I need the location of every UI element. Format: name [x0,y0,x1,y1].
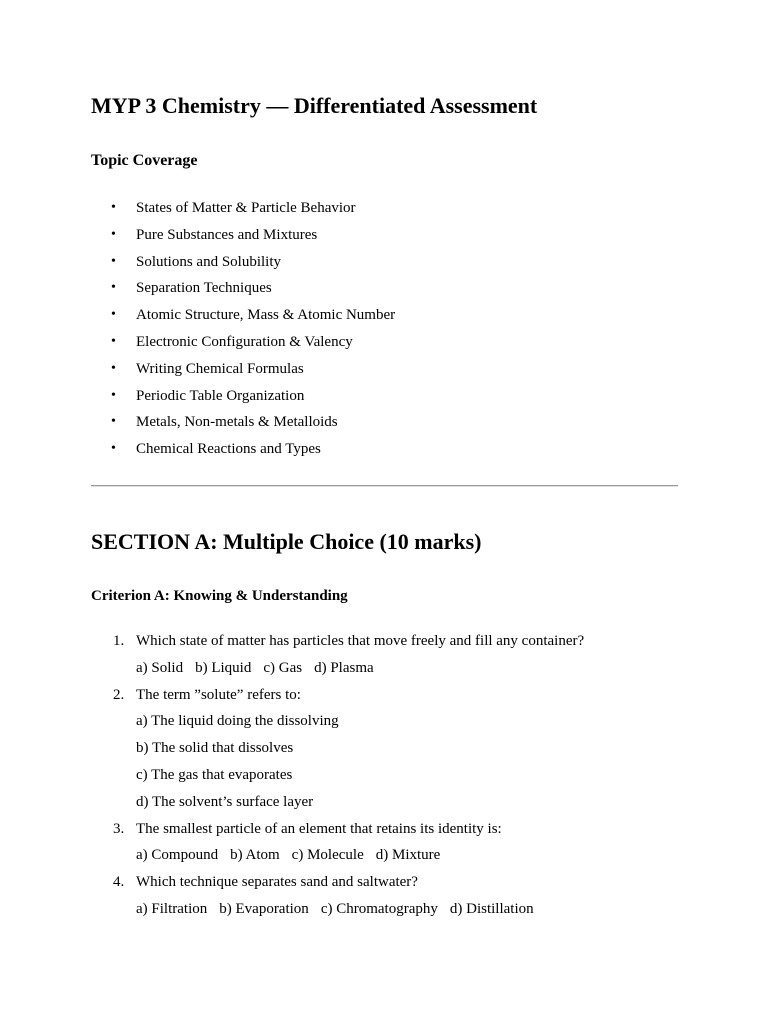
answer-option: b) The solid that dissolves [136,740,294,757]
topic-item [91,329,395,356]
bullet-icon: • [111,441,116,457]
question-number: 1. [113,633,125,649]
answer-option: a) The liquid doing the dissolving [136,713,339,730]
answer-option: b) Atom [230,847,280,864]
question-text: The smallest particle of an element that retains its identity is: [136,820,502,837]
question-item [91,628,584,682]
question-text: The term ”solute” refers to: [136,686,301,703]
answer-option: b) Liquid [195,659,252,676]
topic-label: Electronic Configuration & Valency [136,333,353,350]
answer-option: d) Distillation [449,900,534,917]
bullet-icon: • [111,414,116,430]
topic-label: States of Matter & Particle Behavior [136,200,356,216]
question-number: 3. [113,820,125,837]
answer-option: c) Chromatography [320,900,438,917]
answer-option: c) The gas that evaporates [136,766,293,783]
topic-label: Writing Chemical Formulas [136,360,304,377]
topic-item [91,222,395,249]
options-line [91,896,584,923]
answer-option: c) Gas [263,659,303,676]
bullet-icon: • [111,253,116,269]
criterion-heading: Criterion A: Knowing & Understanding [91,588,348,604]
answer-option: a) Compound [136,847,219,864]
answer-option: d) The solvent’s surface layer [136,793,314,810]
bullet-icon: • [111,307,116,323]
question-line [91,682,584,709]
question-item [91,816,584,870]
section-a-title: SECTION A: Multiple Choice (10 marks) [91,529,482,554]
section-divider [91,485,678,487]
bullet-icon: • [111,200,116,215]
topic-item [91,383,395,410]
bullet-icon: • [111,226,116,242]
topic-item [91,275,395,302]
bullet-icon: • [111,360,116,376]
topic-label: Separation Techniques [136,280,272,297]
topic-label: Chemical Reactions and Types [136,441,321,458]
answer-option: c) Molecule [291,847,364,864]
question-list [91,628,584,923]
options-line [91,842,584,869]
question-line [91,869,584,896]
topic-item [91,302,395,329]
topic-label: Atomic Structure, Mass & Atomic Number [136,307,396,324]
answer-option: a) Filtration [136,900,208,917]
document-title: MYP 3 Chemistry — Differentiated Assessment [91,93,538,118]
topic-item [91,195,395,222]
question-item [91,682,584,816]
question-number: 4. [113,874,125,891]
topic-list [91,195,395,463]
topic-label: Pure Substances and Mixtures [136,226,318,243]
topic-item [91,249,395,276]
options-line [91,655,584,682]
answer-option: d) Plasma [314,659,374,676]
bullet-icon: • [111,280,116,296]
question-text: Which state of matter has particles that move freely and fill any container? [136,633,585,649]
answer-option: a) Solid [136,659,184,676]
answer-option: d) Mixture [375,847,441,864]
topic-item [91,356,395,383]
answer-option: b) Evaporation [219,900,309,917]
question-text: Which technique separates sand and saltwater? [136,874,418,891]
bullet-icon: • [111,387,116,403]
topic-label: Metals, Non-metals & Metalloids [136,414,338,431]
question-number: 2. [113,686,125,703]
topic-item [91,409,395,436]
topic-label: Solutions and Solubility [136,253,282,270]
question-item [91,869,584,923]
question-line [91,816,584,843]
topic-label: Periodic Table Organization [136,387,305,404]
question-line [91,628,584,655]
topic-coverage-heading: Topic Coverage [91,152,198,169]
bullet-icon: • [111,333,116,349]
topic-item [91,436,395,463]
